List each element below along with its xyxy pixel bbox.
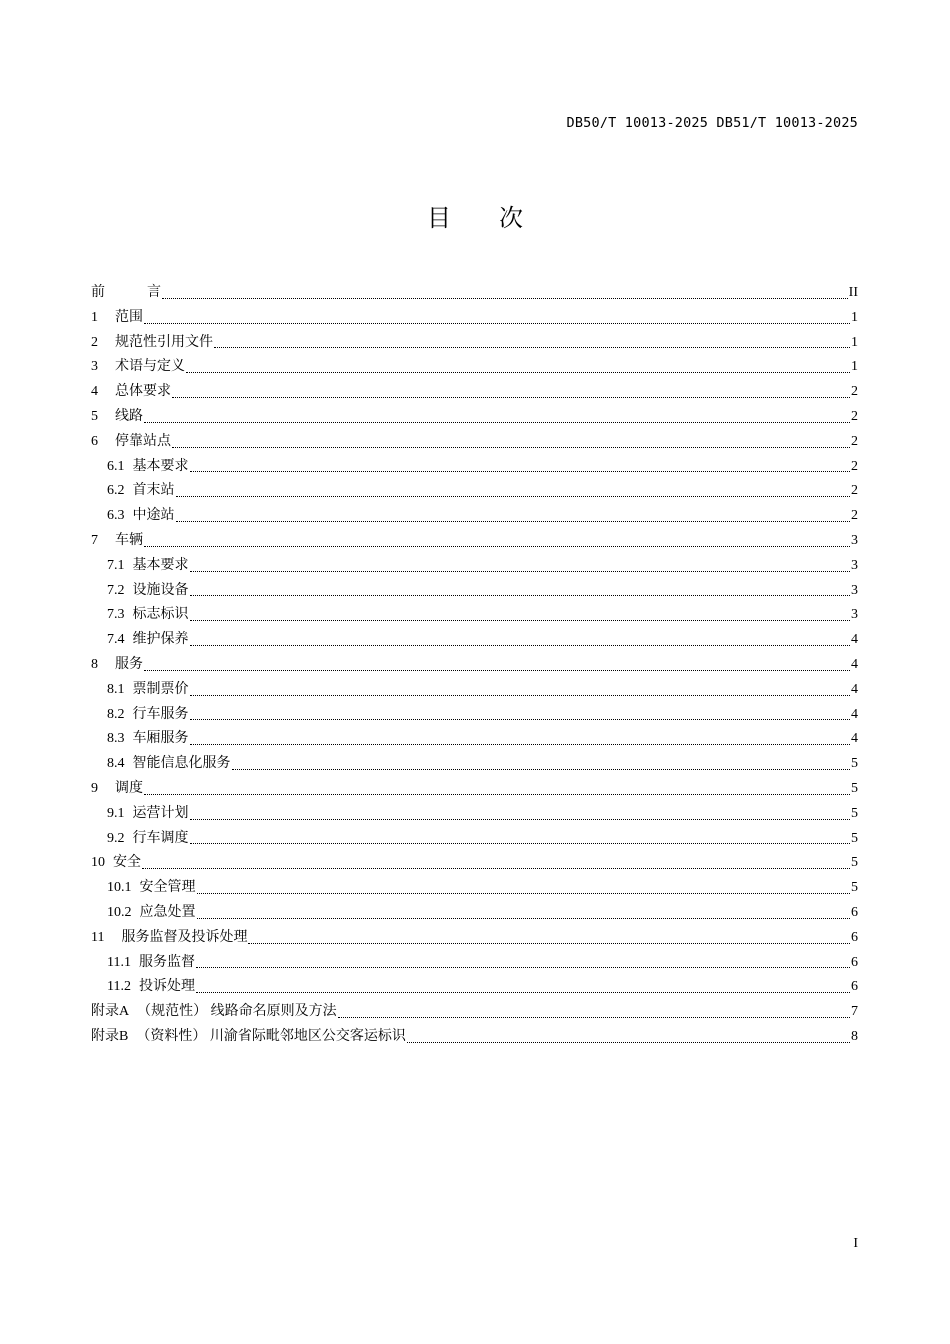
toc-leader-dots <box>190 843 851 844</box>
toc-entry-number: 1 <box>91 309 98 325</box>
toc-entry[interactable] <box>91 281 858 306</box>
toc-entry-number: 10.1 <box>107 880 132 896</box>
toc-leader-dots <box>407 1042 850 1043</box>
toc-entry-number: 4 <box>91 384 98 400</box>
toc-entry-title: 首末站 <box>132 483 175 499</box>
toc-leader-dots <box>338 1017 850 1018</box>
toc-leader-dots <box>144 422 850 423</box>
toc-entry[interactable] <box>91 926 858 951</box>
toc-entry-page: 1 <box>851 359 858 375</box>
toc-entry-title: 设施设备 <box>132 582 189 598</box>
toc-entry-page: 5 <box>851 780 858 796</box>
toc-entry-page: 6 <box>851 954 858 970</box>
toc-entry-page: 4 <box>851 706 858 722</box>
toc-entry-page: 5 <box>851 880 858 896</box>
toc-leader-dots <box>248 943 850 944</box>
toc-entry-title: 总体要求 <box>115 384 171 400</box>
toc-entry-number: 11.1 <box>107 954 131 970</box>
toc-leader-dots <box>190 744 851 745</box>
toc-entry-number: 前 <box>91 285 105 300</box>
toc-leader-dots <box>162 298 848 299</box>
toc-leader-dots <box>144 323 850 324</box>
toc-entry-number: 附录B <box>91 1028 129 1044</box>
toc-entry-number: 8.4 <box>107 756 125 772</box>
toc-entry[interactable] <box>91 802 858 827</box>
toc-leader-dots <box>190 471 851 472</box>
toc-entry-page: 6 <box>851 904 858 920</box>
toc-leader-dots <box>190 620 851 621</box>
page-title: 目次 <box>427 204 571 232</box>
toc-entry-page: 5 <box>851 830 858 846</box>
toc-entry-page: 5 <box>851 855 858 871</box>
toc-leader-dots <box>190 719 851 720</box>
toc-entry-title: 投诉处理 <box>138 979 195 995</box>
toc-leader-dots <box>197 893 851 894</box>
toc-leader-dots <box>190 595 851 596</box>
toc-entry-title: 安全管理 <box>139 880 196 896</box>
toc-entry[interactable] <box>91 703 858 728</box>
toc-entry-page: 5 <box>851 805 858 821</box>
toc-entry-number: 7.4 <box>107 632 125 648</box>
toc-entry[interactable] <box>91 504 858 529</box>
toc-entry-page: 3 <box>851 557 858 573</box>
toc-entry-title: 线路 <box>115 408 143 424</box>
toc-leader-dots <box>190 571 851 572</box>
toc-entry-title: 范围 <box>115 309 143 325</box>
toc-leader-dots <box>190 819 851 820</box>
toc-entry-number: 6 <box>91 433 98 449</box>
toc-entry-number: 7 <box>91 532 98 548</box>
toc-entry-number: 7.1 <box>107 557 125 573</box>
toc-entry[interactable] <box>91 405 858 430</box>
toc-entry[interactable] <box>91 1000 858 1025</box>
toc-entry-title: 术语与定义 <box>115 359 185 375</box>
toc-entry-number: 6.3 <box>107 508 125 524</box>
toc-entry[interactable] <box>91 752 858 777</box>
toc-entry[interactable] <box>91 331 858 356</box>
toc-entry-number: 8.2 <box>107 706 125 722</box>
toc-entry[interactable] <box>91 355 858 380</box>
toc-entry-title: 维护保养 <box>132 632 189 648</box>
toc-entry-title: 安全 <box>113 855 141 871</box>
toc-entry-number: 5 <box>91 408 98 424</box>
toc-entry-title: 服务监督及投诉处理 <box>121 929 248 945</box>
toc-entry-number: 8 <box>91 656 98 672</box>
page-number-footer: I <box>853 1236 858 1251</box>
toc-entry-page: 2 <box>851 483 858 499</box>
toc-entry[interactable] <box>91 579 858 604</box>
toc-entry-number: 6.2 <box>107 483 125 499</box>
toc-leader-dots <box>176 496 851 497</box>
toc-entry-title: 车厢服务 <box>132 731 189 747</box>
toc-leader-dots <box>172 397 850 398</box>
document-code-header: DB50/T 10013-2025 DB51/T 10013-2025 <box>566 115 858 131</box>
toc-entry[interactable] <box>91 430 858 455</box>
toc-entry-title: （规范性） 线路命名原则及方法 <box>137 1004 337 1020</box>
toc-entry-number: 9 <box>91 780 98 796</box>
toc-leader-dots <box>142 868 850 869</box>
toc-entry[interactable] <box>91 777 858 802</box>
toc-entry-number: 8.3 <box>107 731 125 747</box>
toc-entry[interactable] <box>91 628 858 653</box>
toc-entry[interactable] <box>91 901 858 926</box>
toc-entry-title: 票制票价 <box>132 681 189 697</box>
toc-entry[interactable] <box>91 827 858 852</box>
toc-entry[interactable] <box>91 851 858 876</box>
toc-entry-number: 6.1 <box>107 458 125 474</box>
toc-entry-page: 7 <box>851 1004 858 1020</box>
toc-leader-dots <box>172 447 850 448</box>
toc-entry[interactable] <box>91 975 858 1000</box>
toc-entry-page: 1 <box>851 334 858 350</box>
toc-leader-dots <box>176 521 851 522</box>
toc-entry-number: 8.1 <box>107 681 125 697</box>
toc-entry-page: 2 <box>851 408 858 424</box>
toc-leader-dots <box>214 347 850 348</box>
toc-entry-page: 1 <box>851 309 858 325</box>
toc-entry[interactable] <box>91 306 858 331</box>
toc-leader-dots <box>196 967 850 968</box>
toc-entry-title: 车辆 <box>115 532 143 548</box>
toc-entry-page: 2 <box>851 508 858 524</box>
toc-entry-title: 基本要求 <box>132 557 189 573</box>
toc-entry[interactable] <box>91 653 858 678</box>
toc-entry-page: 6 <box>851 929 858 945</box>
toc-entry-title: 言 <box>147 285 161 300</box>
toc-entry-title: 运营计划 <box>132 805 189 821</box>
toc-leader-dots <box>186 372 850 373</box>
toc-entry-title: （资料性） 川渝省际毗邻地区公交客运标识 <box>136 1028 406 1044</box>
toc-entry-number: 10.2 <box>107 904 132 920</box>
toc-entry[interactable] <box>91 529 858 554</box>
toc-entry[interactable] <box>91 380 858 405</box>
toc-leader-dots <box>190 695 851 696</box>
toc-leader-dots <box>144 670 850 671</box>
toc-entry-page: 4 <box>851 632 858 648</box>
toc-entry-page: II <box>848 285 858 300</box>
toc-entry-page: 5 <box>851 756 858 772</box>
toc-entry[interactable] <box>91 603 858 628</box>
toc-entry-title: 规范性引用文件 <box>115 334 213 350</box>
toc-entry-title: 标志标识 <box>132 607 189 623</box>
toc-leader-dots <box>196 992 850 993</box>
toc-entry-number: 9.1 <box>107 805 125 821</box>
toc-entry-page: 2 <box>851 458 858 474</box>
toc-entry-number: 3 <box>91 359 98 375</box>
toc-entry-page: 3 <box>851 582 858 598</box>
toc-leader-dots <box>144 794 850 795</box>
toc-entry-title: 智能信息化服务 <box>132 756 231 772</box>
toc-entry-page: 4 <box>851 656 858 672</box>
table-of-contents <box>91 281 858 1050</box>
toc-entry-number: 11 <box>91 929 105 945</box>
toc-entry-page: 3 <box>851 607 858 623</box>
toc-entry-number: 2 <box>91 334 98 350</box>
toc-entry-page: 6 <box>851 979 858 995</box>
toc-entry-page: 2 <box>851 384 858 400</box>
toc-entry-title: 中途站 <box>132 508 175 524</box>
toc-entry-number: 7.3 <box>107 607 125 623</box>
toc-leader-dots <box>232 769 851 770</box>
toc-entry-title: 行车服务 <box>132 706 189 722</box>
toc-entry[interactable] <box>91 1025 858 1050</box>
toc-entry-title: 行车调度 <box>132 830 189 846</box>
toc-entry-number: 7.2 <box>107 582 125 598</box>
toc-entry-title: 基本要求 <box>132 458 189 474</box>
toc-entry-page: 4 <box>851 731 858 747</box>
toc-entry-page: 2 <box>851 433 858 449</box>
toc-entry-number: 9.2 <box>107 830 125 846</box>
toc-entry-page: 3 <box>851 532 858 548</box>
toc-entry-title: 停靠站点 <box>115 433 171 449</box>
toc-entry[interactable] <box>91 951 858 976</box>
toc-leader-dots <box>197 918 851 919</box>
toc-leader-dots <box>144 546 850 547</box>
toc-entry-title: 服务 <box>115 656 143 672</box>
toc-leader-dots <box>190 645 851 646</box>
toc-entry-title: 服务监督 <box>138 954 195 970</box>
toc-entry-page: 4 <box>851 681 858 697</box>
toc-entry-number: 10 <box>91 855 105 871</box>
toc-entry[interactable] <box>91 876 858 901</box>
toc-entry-number: 11.2 <box>107 979 131 995</box>
toc-entry[interactable] <box>91 455 858 480</box>
toc-entry[interactable] <box>91 554 858 579</box>
toc-entry-page: 8 <box>851 1028 858 1044</box>
toc-entry[interactable] <box>91 479 858 504</box>
toc-entry-number: 附录A <box>91 1004 130 1020</box>
toc-entry[interactable] <box>91 727 858 752</box>
toc-entry-title: 应急处置 <box>139 904 196 920</box>
toc-entry[interactable] <box>91 678 858 703</box>
toc-entry-title: 调度 <box>115 780 143 796</box>
